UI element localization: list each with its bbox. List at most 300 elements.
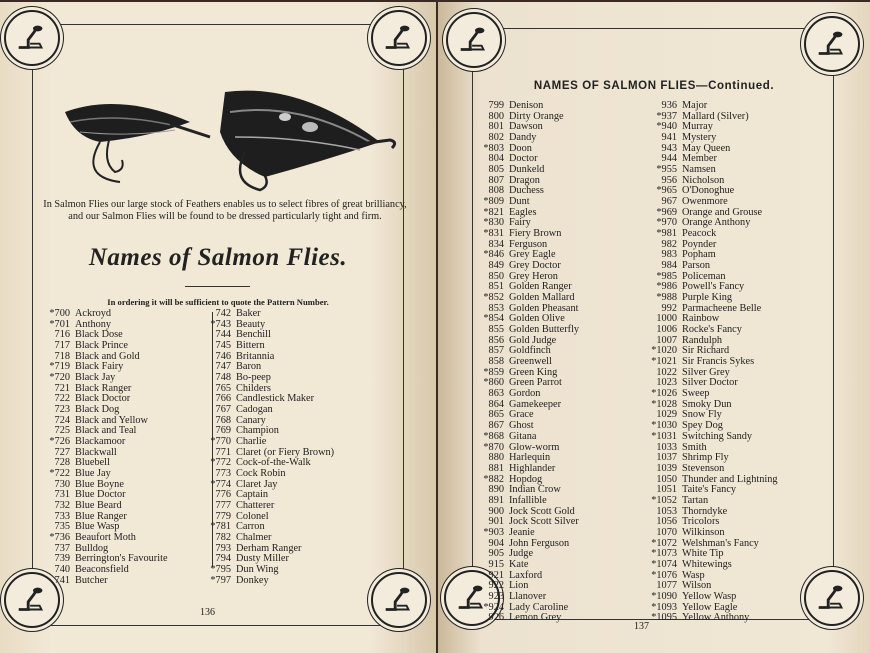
fly-name: Purple King: [682, 292, 733, 304]
fly-name: Bluebell: [75, 457, 110, 469]
fly-name: Black Fairy: [75, 361, 124, 373]
pattern-number: 730: [54, 478, 70, 490]
fly-entry: [478, 613, 579, 624]
pattern-number: 800: [488, 110, 504, 122]
fly-name: Smoky Dun: [682, 398, 732, 410]
pattern-number: 716: [54, 329, 70, 341]
fly-name: Claret (or Fiery Brown): [236, 446, 335, 458]
pattern-number: *830: [483, 217, 504, 229]
pattern-number: *1030: [651, 420, 677, 432]
pattern-number: *774: [210, 478, 231, 490]
pattern-number: 735: [54, 521, 70, 533]
fly-name: Thorndyke: [682, 505, 728, 517]
fly-name: Switching Sandy: [682, 430, 753, 442]
fly-name: Dragon: [509, 174, 540, 186]
pattern-number: *903: [483, 526, 504, 538]
page-number: 137: [634, 621, 649, 632]
fly-name: Eagles: [509, 206, 537, 218]
pattern-number: 722: [54, 393, 70, 405]
pattern-number: *722: [49, 468, 70, 480]
pattern-number: *1076: [651, 569, 677, 581]
pattern-number: 721: [54, 382, 70, 394]
fly-name: Ghost: [509, 420, 534, 432]
pattern-number: 956: [661, 174, 677, 186]
pattern-number: 858: [488, 356, 504, 368]
pattern-number: *803: [483, 142, 504, 154]
pattern-number: *1095: [651, 612, 677, 624]
fly-name: Blue Boyne: [75, 478, 124, 490]
fly-entry: [651, 560, 778, 571]
pattern-number: 807: [488, 174, 504, 186]
pattern-number: 915: [488, 558, 504, 570]
fly-name: Beaconsfield: [75, 564, 129, 576]
fly-entry: [651, 592, 778, 603]
fly-name: Sir Richard: [682, 345, 730, 357]
pattern-number: 799: [488, 100, 504, 111]
fly-name: Black Doctor: [75, 393, 131, 405]
fly-name: Goldfinch: [509, 345, 551, 357]
fly-name: Blue Beard: [75, 500, 122, 512]
pattern-number: 766: [215, 393, 231, 405]
fly-name: Chatterer: [236, 500, 275, 512]
fly-name: Doctor: [509, 153, 538, 165]
fly-name: Denison: [509, 100, 544, 111]
fly-name: Grey Doctor: [509, 260, 561, 272]
fly-name: Randulph: [682, 334, 723, 346]
pattern-number: 904: [488, 537, 504, 549]
pattern-number: *965: [656, 185, 677, 197]
fly-name: Jeanie: [509, 526, 535, 538]
pattern-number: 723: [54, 404, 70, 416]
fly-entry: [478, 592, 579, 603]
fly-name: Ferguson: [509, 238, 548, 250]
fly-entry: [651, 528, 778, 539]
fly-name: White Tip: [682, 548, 724, 560]
fly-name: Stevenson: [682, 462, 725, 474]
pattern-number: *1052: [651, 494, 677, 506]
fly-name: Parson: [682, 260, 711, 272]
fly-name: Black Ranger: [75, 382, 132, 394]
fly-name: Derham Ranger: [236, 542, 302, 554]
pattern-number: 1007: [656, 334, 677, 346]
fly-name: Black and Teal: [75, 425, 137, 437]
pattern-number: 740: [54, 564, 70, 576]
pattern-number: *860: [483, 377, 504, 389]
pattern-number: *1026: [651, 388, 677, 400]
fly-entry: [478, 464, 579, 475]
fly-name: Bo-peep: [236, 372, 271, 384]
pattern-number: *700: [49, 308, 70, 319]
pattern-number: 771: [215, 446, 231, 458]
pattern-number: 923: [488, 590, 504, 602]
fly-name: Peacock: [682, 228, 717, 240]
fly-name: Bulldog: [75, 542, 109, 554]
fly-name: Dandy: [509, 132, 537, 144]
fly-name: Jock Scott Silver: [509, 516, 579, 528]
fly-entry: [651, 432, 778, 443]
fly-name: Golden Pheasant: [509, 302, 579, 314]
fly-name: Lady Caroline: [509, 601, 569, 613]
fly-entry: [478, 528, 579, 539]
fly-name: Dusty Miller: [236, 553, 289, 565]
salmon-fly-illustration: [60, 82, 400, 197]
pattern-number: 881: [488, 462, 504, 474]
fly-name: Black Dose: [75, 329, 123, 341]
fly-name: Fiery Brown: [509, 228, 562, 240]
pattern-number: 855: [488, 324, 504, 336]
pattern-number: 748: [215, 372, 231, 384]
fly-name: Tartan: [682, 494, 709, 506]
pattern-number: *831: [483, 228, 504, 240]
pattern-number: 1023: [656, 377, 677, 389]
pattern-number: 794: [215, 553, 231, 565]
fly-name: Cock-of-the-Walk: [236, 457, 311, 469]
fly-name: O'Donoghue: [682, 185, 735, 197]
fly-name: Taite's Fancy: [682, 484, 737, 496]
pattern-number: *985: [656, 270, 677, 282]
fly-name: Black and Gold: [75, 350, 140, 362]
pattern-number: 733: [54, 510, 70, 522]
fly-name: Tricolors: [682, 516, 720, 528]
pattern-number: 857: [488, 345, 504, 357]
pattern-number: 801: [488, 121, 504, 133]
pattern-number: *1073: [651, 548, 677, 560]
pattern-number: 851: [488, 281, 504, 293]
fly-name: Cock Robin: [236, 468, 286, 480]
fly-name: Butcher: [75, 574, 108, 586]
fly-name: Black Prince: [75, 340, 128, 352]
pattern-number: 880: [488, 452, 504, 464]
fly-name: Greenwell: [509, 356, 552, 368]
fly-name: Popham: [682, 249, 716, 261]
fly-name: Mallard (Silver): [682, 110, 749, 122]
pattern-number: *1028: [651, 398, 677, 410]
pattern-number: 765: [215, 382, 231, 394]
fly-list-column: [44, 309, 168, 586]
pattern-number: 804: [488, 153, 504, 165]
pattern-number: 1050: [656, 473, 677, 485]
fly-name: Berrington's Favourite: [75, 553, 168, 565]
pattern-number: 1000: [656, 313, 677, 325]
pattern-number: 944: [661, 153, 677, 165]
pattern-number: 1051: [656, 484, 677, 496]
fly-name: Claret Jay: [236, 478, 278, 490]
fly-name: Hopdog: [509, 473, 543, 485]
fly-name: Harlequin: [509, 452, 551, 464]
pattern-number: *1020: [651, 345, 677, 357]
pattern-number: 718: [54, 350, 70, 362]
fly-name: May Queen: [682, 142, 731, 154]
fly-name: Cadogan: [236, 404, 273, 416]
pattern-number: *846: [483, 249, 504, 261]
pattern-number: 1022: [656, 366, 677, 378]
fly-entry: [44, 576, 168, 587]
fly-name: Yellow Wasp: [682, 590, 737, 602]
pattern-number: 867: [488, 420, 504, 432]
pattern-number: *937: [656, 110, 677, 122]
pattern-number: 742: [215, 308, 231, 319]
pattern-number: 905: [488, 548, 504, 560]
fly-name: Dun Wing: [236, 564, 279, 576]
pattern-number: *772: [210, 457, 231, 469]
fly-name: Black Dog: [75, 404, 120, 416]
fly-entry: [205, 576, 334, 587]
fly-name: Wilson: [682, 580, 712, 592]
fly-name: Namsen: [682, 164, 716, 176]
fly-name: Fairy: [509, 217, 531, 229]
pattern-number: 728: [54, 457, 70, 469]
fly-name: Benchill: [236, 329, 271, 341]
pattern-number: *821: [483, 206, 504, 218]
fly-name: Rainbow: [682, 313, 720, 325]
fly-name: Smith: [682, 441, 707, 453]
pattern-number: 941: [661, 132, 677, 144]
pattern-number: 943: [661, 142, 677, 154]
fly-name: Powell's Fancy: [682, 281, 745, 293]
corner-fish-emblem-icon: [446, 12, 502, 68]
pattern-number: 779: [215, 510, 231, 522]
pattern-number: 1077: [656, 580, 677, 592]
corner-fish-emblem-icon: [804, 16, 860, 72]
pattern-number: 744: [215, 329, 231, 341]
fly-name: Blackamoor: [75, 436, 126, 448]
corner-fish-emblem-icon: [371, 10, 427, 66]
pattern-number: *1093: [651, 601, 677, 613]
fly-name: Blue Wasp: [75, 521, 120, 533]
fly-name: Blue Jay: [75, 468, 111, 480]
fly-name: Grace: [509, 409, 534, 421]
fly-name: Beaufort Moth: [75, 532, 136, 544]
pattern-number: *969: [656, 206, 677, 218]
pattern-number: 737: [54, 542, 70, 554]
fly-name: Silver Doctor: [682, 377, 738, 389]
fly-entry: [478, 432, 579, 443]
right-page: [438, 2, 870, 653]
fly-name: Spey Dog: [682, 420, 723, 432]
corner-fish-emblem-icon: [804, 570, 860, 626]
fly-name: Blackwall: [75, 446, 117, 458]
fly-name: Lion: [509, 580, 529, 592]
fly-name: Thunder and Lightning: [682, 473, 778, 485]
pattern-number: *726: [49, 436, 70, 448]
fly-name: Golden Mallard: [509, 292, 575, 304]
pattern-number: 746: [215, 350, 231, 362]
fly-name: Carron: [236, 521, 265, 533]
fly-name: Canary: [236, 414, 266, 426]
pattern-number: 967: [661, 196, 677, 208]
fly-name: Donkey: [236, 574, 269, 586]
fly-name: John Ferguson: [509, 537, 570, 549]
heading-rule: [185, 286, 250, 287]
fly-name: Orange and Grouse: [682, 206, 763, 218]
feather-note: In Salmon Flies our large stock of Feathers enables us to select fibres of great brilliancy, and our Salmon Flies will be found to be dressed particularly tight and firm.: [43, 199, 407, 223]
pattern-number: *719: [49, 361, 70, 373]
fly-name: Infallible: [509, 494, 547, 506]
fly-name: Champion: [236, 425, 279, 437]
pattern-number: 849: [488, 260, 504, 272]
fly-entry: [478, 496, 579, 507]
fly-name: Chalmer: [236, 532, 272, 544]
fly-list-column: [205, 309, 334, 586]
fly-name: Baron: [236, 361, 262, 373]
pattern-number: 717: [54, 340, 70, 352]
fly-name: Glow-worm: [509, 441, 560, 453]
fly-name: Dunt: [509, 196, 530, 208]
pattern-number: *924: [483, 601, 504, 613]
fly-name: Golden Butterfly: [509, 324, 580, 336]
pattern-number: 1006: [656, 324, 677, 336]
fly-list-column: [478, 101, 579, 624]
fly-name: Nicholson: [682, 174, 725, 186]
pattern-number: *809: [483, 196, 504, 208]
fly-name: Yellow Eagle: [682, 601, 738, 613]
pattern-number: 747: [215, 361, 231, 373]
fly-name: Charlie: [236, 436, 267, 448]
pattern-number: *870: [483, 441, 504, 453]
pattern-number: *795: [210, 564, 231, 576]
pattern-number: *940: [656, 121, 677, 133]
pattern-number: 891: [488, 494, 504, 506]
fly-entry: [651, 496, 778, 507]
pattern-number: *970: [656, 217, 677, 229]
pattern-number: 802: [488, 132, 504, 144]
fly-name: Britannia: [236, 350, 275, 362]
pattern-number: 793: [215, 542, 231, 554]
fly-name: Owenmore: [682, 196, 728, 208]
pattern-number: *797: [210, 574, 231, 586]
fly-entry: [651, 464, 778, 475]
pattern-number: 983: [661, 249, 677, 261]
fly-name: Silver Grey: [682, 366, 730, 378]
pattern-number: 992: [661, 302, 677, 314]
fly-name: Gordon: [509, 388, 541, 400]
fly-name: Ackroyd: [75, 308, 112, 319]
pattern-number: 739: [54, 553, 70, 565]
pattern-number: 853: [488, 302, 504, 314]
fly-name: Major: [682, 100, 708, 111]
fly-name: Dawson: [509, 121, 543, 133]
pattern-number: *955: [656, 164, 677, 176]
pattern-number: 922: [488, 580, 504, 592]
fly-name: Blue Ranger: [75, 510, 127, 522]
fly-name: Black Jay: [75, 372, 116, 384]
pattern-number: 769: [215, 425, 231, 437]
fly-name: Gold Judge: [509, 334, 557, 346]
fly-name: Dirty Orange: [509, 110, 564, 122]
fly-name: Captain: [236, 489, 269, 501]
pattern-number: 745: [215, 340, 231, 352]
page-heading: NAMES OF SALMON FLIES—Continued.: [533, 80, 775, 92]
pattern-number: 731: [54, 489, 70, 501]
page-number: 136: [200, 607, 215, 618]
fly-name: Yellow Anthony: [682, 612, 750, 624]
fly-name: Duchess: [509, 185, 544, 197]
pattern-number: 768: [215, 414, 231, 426]
pattern-number: *701: [49, 318, 70, 330]
pattern-number: 776: [215, 489, 231, 501]
pattern-number: 773: [215, 468, 231, 480]
pattern-number: 767: [215, 404, 231, 416]
pattern-number: 805: [488, 164, 504, 176]
fly-name: Whitewings: [682, 558, 732, 570]
pattern-number: 926: [488, 612, 504, 624]
fly-list-column: [651, 101, 778, 624]
fly-name: Member: [682, 153, 717, 165]
pattern-number: 741: [54, 574, 70, 586]
pattern-number: *1031: [651, 430, 677, 442]
pattern-number: *770: [210, 436, 231, 448]
pattern-number: 900: [488, 505, 504, 517]
pattern-number: *852: [483, 292, 504, 304]
pattern-number: 777: [215, 500, 231, 512]
pattern-number: 864: [488, 398, 504, 410]
pattern-number: *859: [483, 366, 504, 378]
fly-name: Poynder: [682, 238, 717, 250]
pattern-number: *854: [483, 313, 504, 325]
fly-name: Judge: [509, 548, 534, 560]
pattern-number: 782: [215, 532, 231, 544]
fly-name: Parmacheene Belle: [682, 302, 762, 314]
pattern-number: 1029: [656, 409, 677, 421]
pattern-number: 808: [488, 185, 504, 197]
pattern-number: *986: [656, 281, 677, 293]
fly-name: Childers: [236, 382, 271, 394]
corner-fish-emblem-icon: [4, 10, 60, 66]
pattern-number: 984: [661, 260, 677, 272]
fly-name: Golden Ranger: [509, 281, 572, 293]
pattern-number: 982: [661, 238, 677, 250]
pattern-number: 1033: [656, 441, 677, 453]
pattern-number: *1072: [651, 537, 677, 549]
pattern-number: 856: [488, 334, 504, 346]
fly-name: Beauty: [236, 318, 266, 330]
pattern-number: 901: [488, 516, 504, 528]
fly-name: Green Parrot: [509, 377, 562, 389]
pattern-number: 865: [488, 409, 504, 421]
fly-name: Welshman's Fancy: [682, 537, 759, 549]
fly-name: Gitana: [509, 430, 537, 442]
fly-name: Indian Crow: [509, 484, 561, 496]
pattern-number: 724: [54, 414, 70, 426]
fly-name: Snow Fly: [682, 409, 722, 421]
fly-name: Murray: [682, 121, 713, 133]
fly-name: Llanover: [509, 590, 547, 602]
pattern-number: 1037: [656, 452, 677, 464]
pattern-number: *882: [483, 473, 504, 485]
pattern-number: 834: [488, 238, 504, 250]
fly-name: Black and Yellow: [75, 414, 148, 426]
fly-entry: [651, 613, 778, 624]
fly-name: Laxford: [509, 569, 543, 581]
pattern-number: *743: [210, 318, 231, 330]
pattern-number: 850: [488, 270, 504, 282]
fly-name: Policeman: [682, 270, 726, 282]
ordering-instruction: In ordering it will be sufficient to quote the Pattern Number.: [107, 297, 329, 307]
fly-name: Shrimp Fly: [682, 452, 729, 464]
pattern-number: *1074: [651, 558, 677, 570]
fly-name: Bittern: [236, 340, 265, 352]
pattern-number: *1090: [651, 590, 677, 602]
fly-name: Blue Doctor: [75, 489, 126, 501]
fly-name: Colonel: [236, 510, 269, 522]
pattern-number: 936: [661, 100, 677, 111]
fly-name: Jock Scott Gold: [509, 505, 575, 517]
fly-name: Sir Francis Sykes: [682, 356, 755, 368]
pattern-number: *736: [49, 532, 70, 544]
left-page: [0, 2, 436, 653]
fly-name: Mystery: [682, 132, 717, 144]
fly-name: Golden Olive: [509, 313, 565, 325]
